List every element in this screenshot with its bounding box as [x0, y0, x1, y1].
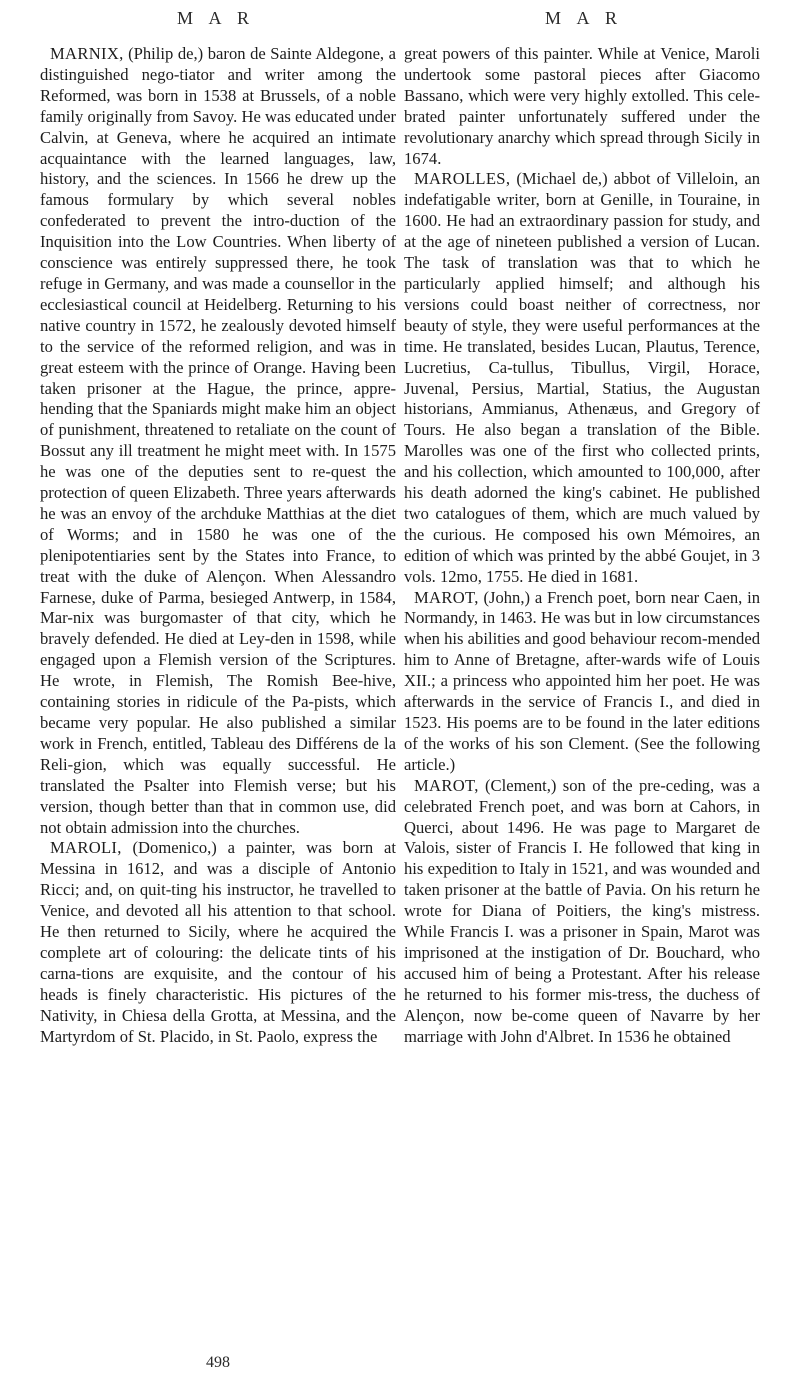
- entry-marot-clement: [404, 776, 760, 1048]
- entry-body: (Michael de,) abbot of Villeloin, an indefatigable writer, born at Genille, in Touraine, in 1600. He had an extraordinary passion for study, and at the age of nineteen published a version of Lucan. The task of translation was that to which he particularly applied himself; and although his versions could boast neither of correctness, nor beauty of style, they were useful performances at the time. He translated, besides Lucan, Plautus, Terence, Lucretius, Ca-tullus, Tibullus, Virgil, Horace, Juvenal, Persius, Martial, Statius, the Augustan historians, Ammianus, Athenæus, and Gregory of Tours. He also began a translation of the Bible. Marolles was one of the first who collected prints, and his collection, which amounted to 100,000, after his death adorned the king's cabinet. He published two catalogues of them, which are much valued by the curious. He composed his own Mémoires, an edition of which was printed by the abbé Goujet, in 3 vols. 12mo, 1755. He died in 1681.: [404, 169, 760, 586]
- left-column: [40, 44, 396, 1048]
- entry-body: (Philip de,) baron de Sainte Aldegone, a distinguished nego-tiator and writer among the Reformed, was born in 1538 at Brussels, of a noble family originally from Savoy. He was educated under Calvin, at Geneva, where he acquired an intimate acquaintance with the learned languages, law, history, and the sciences. In 1566 he drew up the famous formulary by which several nobles confederated to prevent the intro-duction of the Inquisition into the Low Countries. When liberty of conscience was entirely suppressed there, he took refuge in Germany, and was made a counsellor in the ecclesiastical council at Heidelberg. Returning to his native country in 1572, he zealously devoted himself to the service of the reformed religion, and was in great esteem with the prince of Orange. Having been taken prisoner at the Hague, the prince, appre-hending that the Spaniards might make him an object of punishment, threatened to retaliate on the count of Bossut any ill treatment he might meet with. In 1575 he was one of the deputies sent to re-quest the protection of queen Elizabeth. Three years afterwards he was an envoy of the archduke Matthias at the diet of Worms; and in 1580 he was one of the plenipotentiaries sent by the States into France, to treat with the duke of Alençon. When Alessandro Farnese, duke of Parma, besieged Antwerp, in 1584, Mar-nix was burgomaster of that city, which he bravely defended. He died at Ley-den in 1598, while engaged upon a Flemish version of the Scriptures. He wrote, in Flemish, The Romish Bee-hive, containing stories in ridicule of the Pa-pists, which became very popular. He also published a similar work in French, entitled, Tableau des Différens de la Reli-gion, which was equally successful. He translated the Psalter into Flemish verse; but his version, though better than that in common use, did not obtain admission into the churches.: [40, 44, 396, 837]
- entry-headword: MAROT,: [414, 587, 479, 607]
- entry-marnix: [40, 44, 396, 838]
- entry-marolles: [404, 169, 760, 587]
- entry-headword: MAROLI,: [50, 838, 122, 858]
- entry-body: (John,) a French poet, born near Caen, in Normandy, in 1463. He was but in low circumstances when his abilities and good behaviour recom-mended him to Anne of Bretagne, after-wards wife of Louis XII.; a princess who appointed him her poet. He was afterwards in the service of Francis I., and died in 1523. His poems are to be found in the later editions of the works of his son Clement. (See the following article.): [404, 587, 760, 774]
- running-head-right: M A R: [544, 8, 624, 28]
- entry-body: (Clement,) son of the pre-ceding, was a celebrated French poet, and was born at Cahors, in Querci, about 1496. He was page to Margaret de Valois, sister of Francis I. He followed that king in his expedition to Italy in 1521, and was wounded and taken prisoner at the battle of Pavia. On his return he wrote for Diana of Poitiers, the king's mistress. While Francis I. was a prisoner in Spain, Marot was imprisoned at the instigation of Dr. Bouchard, who accused him of being a Protestant. After his release he returned to his former mis-tress, the duchess of Alençon, now be-come queen of Navarre by her marriage with John d'Albret. In 1536 he obtained: [404, 775, 760, 1046]
- entry-body: great powers of this painter. While at Venice, Maroli undertook some pastoral pieces after Giacomo Bassano, which were very highly extolled. This cele-brated painter unfortunately suffered under the revolutionary anarchy which spread through Sicily in 1674.: [404, 44, 760, 168]
- entry-headword: MARNIX,: [50, 44, 124, 63]
- entry-headword: MAROT,: [414, 775, 479, 795]
- page-number: 498: [206, 1354, 230, 1371]
- entry-maroli-continued: [404, 44, 760, 169]
- running-head-left: M A R: [176, 8, 256, 28]
- entry-maroli: [40, 838, 396, 1047]
- entry-body: (Domenico,) a painter, was born at Messina in 1612, and was a disciple of Antonio Ricci; and, on quit-ting his instructor, he travelled to Venice, and devoted all his attention to that school. He then returned to Sicily, where he acquired the complete art of colouring: the delicate tints of his carna-tions are exquisite, and the contour of his heads is finely characteristic. His pictures of the Nativity, in Chiesa della Grotta, at Messina, and the Martyrdom of St. Placido, in St. Paolo, express the: [40, 838, 396, 1046]
- entry-marot-john: [404, 588, 760, 776]
- right-column: [404, 44, 760, 1048]
- entry-headword: MAROLLES,: [414, 169, 511, 189]
